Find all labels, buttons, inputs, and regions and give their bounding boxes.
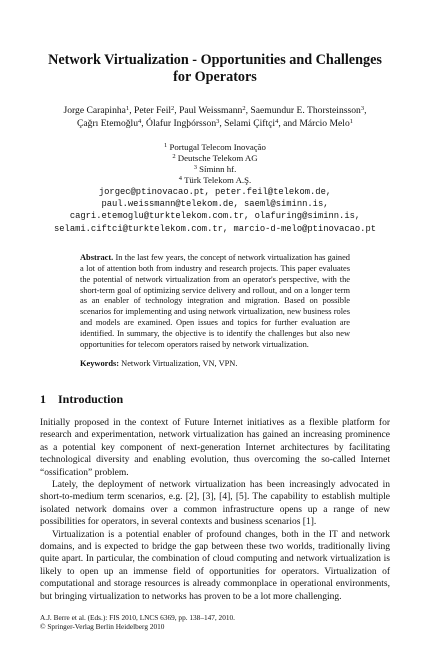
keywords-label: Keywords: bbox=[80, 358, 120, 368]
email-line: paul.weissmann@telekom.de, saeml@siminn.is, bbox=[101, 199, 329, 210]
email-line: cagri.etemoglu@turktelekom.com.tr, olafuring@siminn.is, bbox=[69, 211, 361, 222]
author: Peter Feil$^2$, bbox=[133, 105, 180, 116]
author: Márcio Melo$^1$ bbox=[299, 118, 353, 129]
author: Jorge Carapinha$^1$, bbox=[63, 105, 134, 116]
author: Ólafur Ingþórsson$^3$, bbox=[146, 118, 225, 129]
email-line: selami.ciftci@turktelekom.com.tr, marcio-d-melo@ptinovacao.pt bbox=[53, 223, 377, 234]
author: Selami Çiftçi$^4$, and bbox=[224, 118, 300, 129]
section-heading: 1 Introduction bbox=[40, 391, 124, 406]
affiliation: $^1$ Portugal Telecom Inovação bbox=[164, 142, 266, 152]
author: Çağrı Etemoğlu$^4$, bbox=[76, 118, 147, 129]
author: Saemundur E. Thorsteinsson$^3$, bbox=[250, 105, 367, 116]
body-paragraph: Initially proposed in the context of Future Internet initiatives as a flexible platform for research and experimentation, network virtualization has gained an increasing prominence as a potential key component of next-generation Internet architectures by facilitating technological diversity and enabling evolution, thus overcoming the so-called Internet “ossification” problem. bbox=[40, 417, 390, 478]
paper-title: Network Virtualization - Opportunities and Challenges for Operators bbox=[48, 52, 382, 85]
keywords bbox=[80, 359, 350, 370]
citation-line: A.J. Berre et al. (Eds.): FIS 2010, LNCS 6369, pp. 138–147, 2010. bbox=[40, 613, 235, 622]
abstract-text: In the last few years, the concept of network virtualization has gained a lot of attention both from industry and research projects. This paper evaluates the potential of network virtualization from an operator's perspective, with the short-term goal of optimizing service delivery and rollout, and on a longer term as an enabler of technology integration and migration. Based on possible scenarios for implementing and using network virtualization, new business roles and models are examined. Open issues and topics for further evaluation are identified. In summary, the objective is to identify the challenges but also new opportunities for telecom operators raised by network virtualization. bbox=[80, 252, 350, 350]
body-paragraph: Virtualization is a potential enabler of profound changes, both in the IT and network domains, and is expected to bridge the gap between these two worlds, traditionally living quite apart. In particular, the combination of cloud computing and network virtualization is likely to open up an immense field of opportunities for operators. Virtualization of computational and storage resources is already commonplace in operational environments, but bringing virtualization to networks has proven to be a lot more challenging. bbox=[40, 529, 390, 602]
publication-footnote bbox=[40, 613, 235, 632]
author-list bbox=[40, 104, 390, 130]
abstract-label: Abstract. bbox=[80, 252, 114, 262]
affiliation: $^4$ Türk Telekom A.Ş. bbox=[178, 175, 252, 185]
abstract bbox=[80, 253, 350, 351]
copyright-line: © Springer-Verlag Berlin Heidelberg 2010 bbox=[40, 622, 165, 632]
affiliation-list bbox=[40, 142, 390, 186]
keywords-text: Network Virtualization, VN, VPN. bbox=[121, 358, 238, 368]
author: Paul Weissmann$^2$, bbox=[179, 105, 251, 116]
email-list bbox=[40, 187, 390, 235]
body-paragraph: Lately, the deployment of network virtualization has been increasingly advocated in short-to-medium term scenarios, e.g. [2], [3], [4], [5]. The capability to establish multiple isolated network domains over a common infrastructure opens up a range of new possibilities for operators, in several contexts and business scenarios [1]. bbox=[40, 479, 390, 528]
affiliation: $^2$ Deutsche Telekom AG bbox=[172, 153, 258, 163]
email-line: jorgec@ptinovacao.pt, peter.feil@telekom.de, bbox=[98, 187, 332, 197]
affiliation: $^3$ Síminn hf. bbox=[193, 164, 237, 174]
